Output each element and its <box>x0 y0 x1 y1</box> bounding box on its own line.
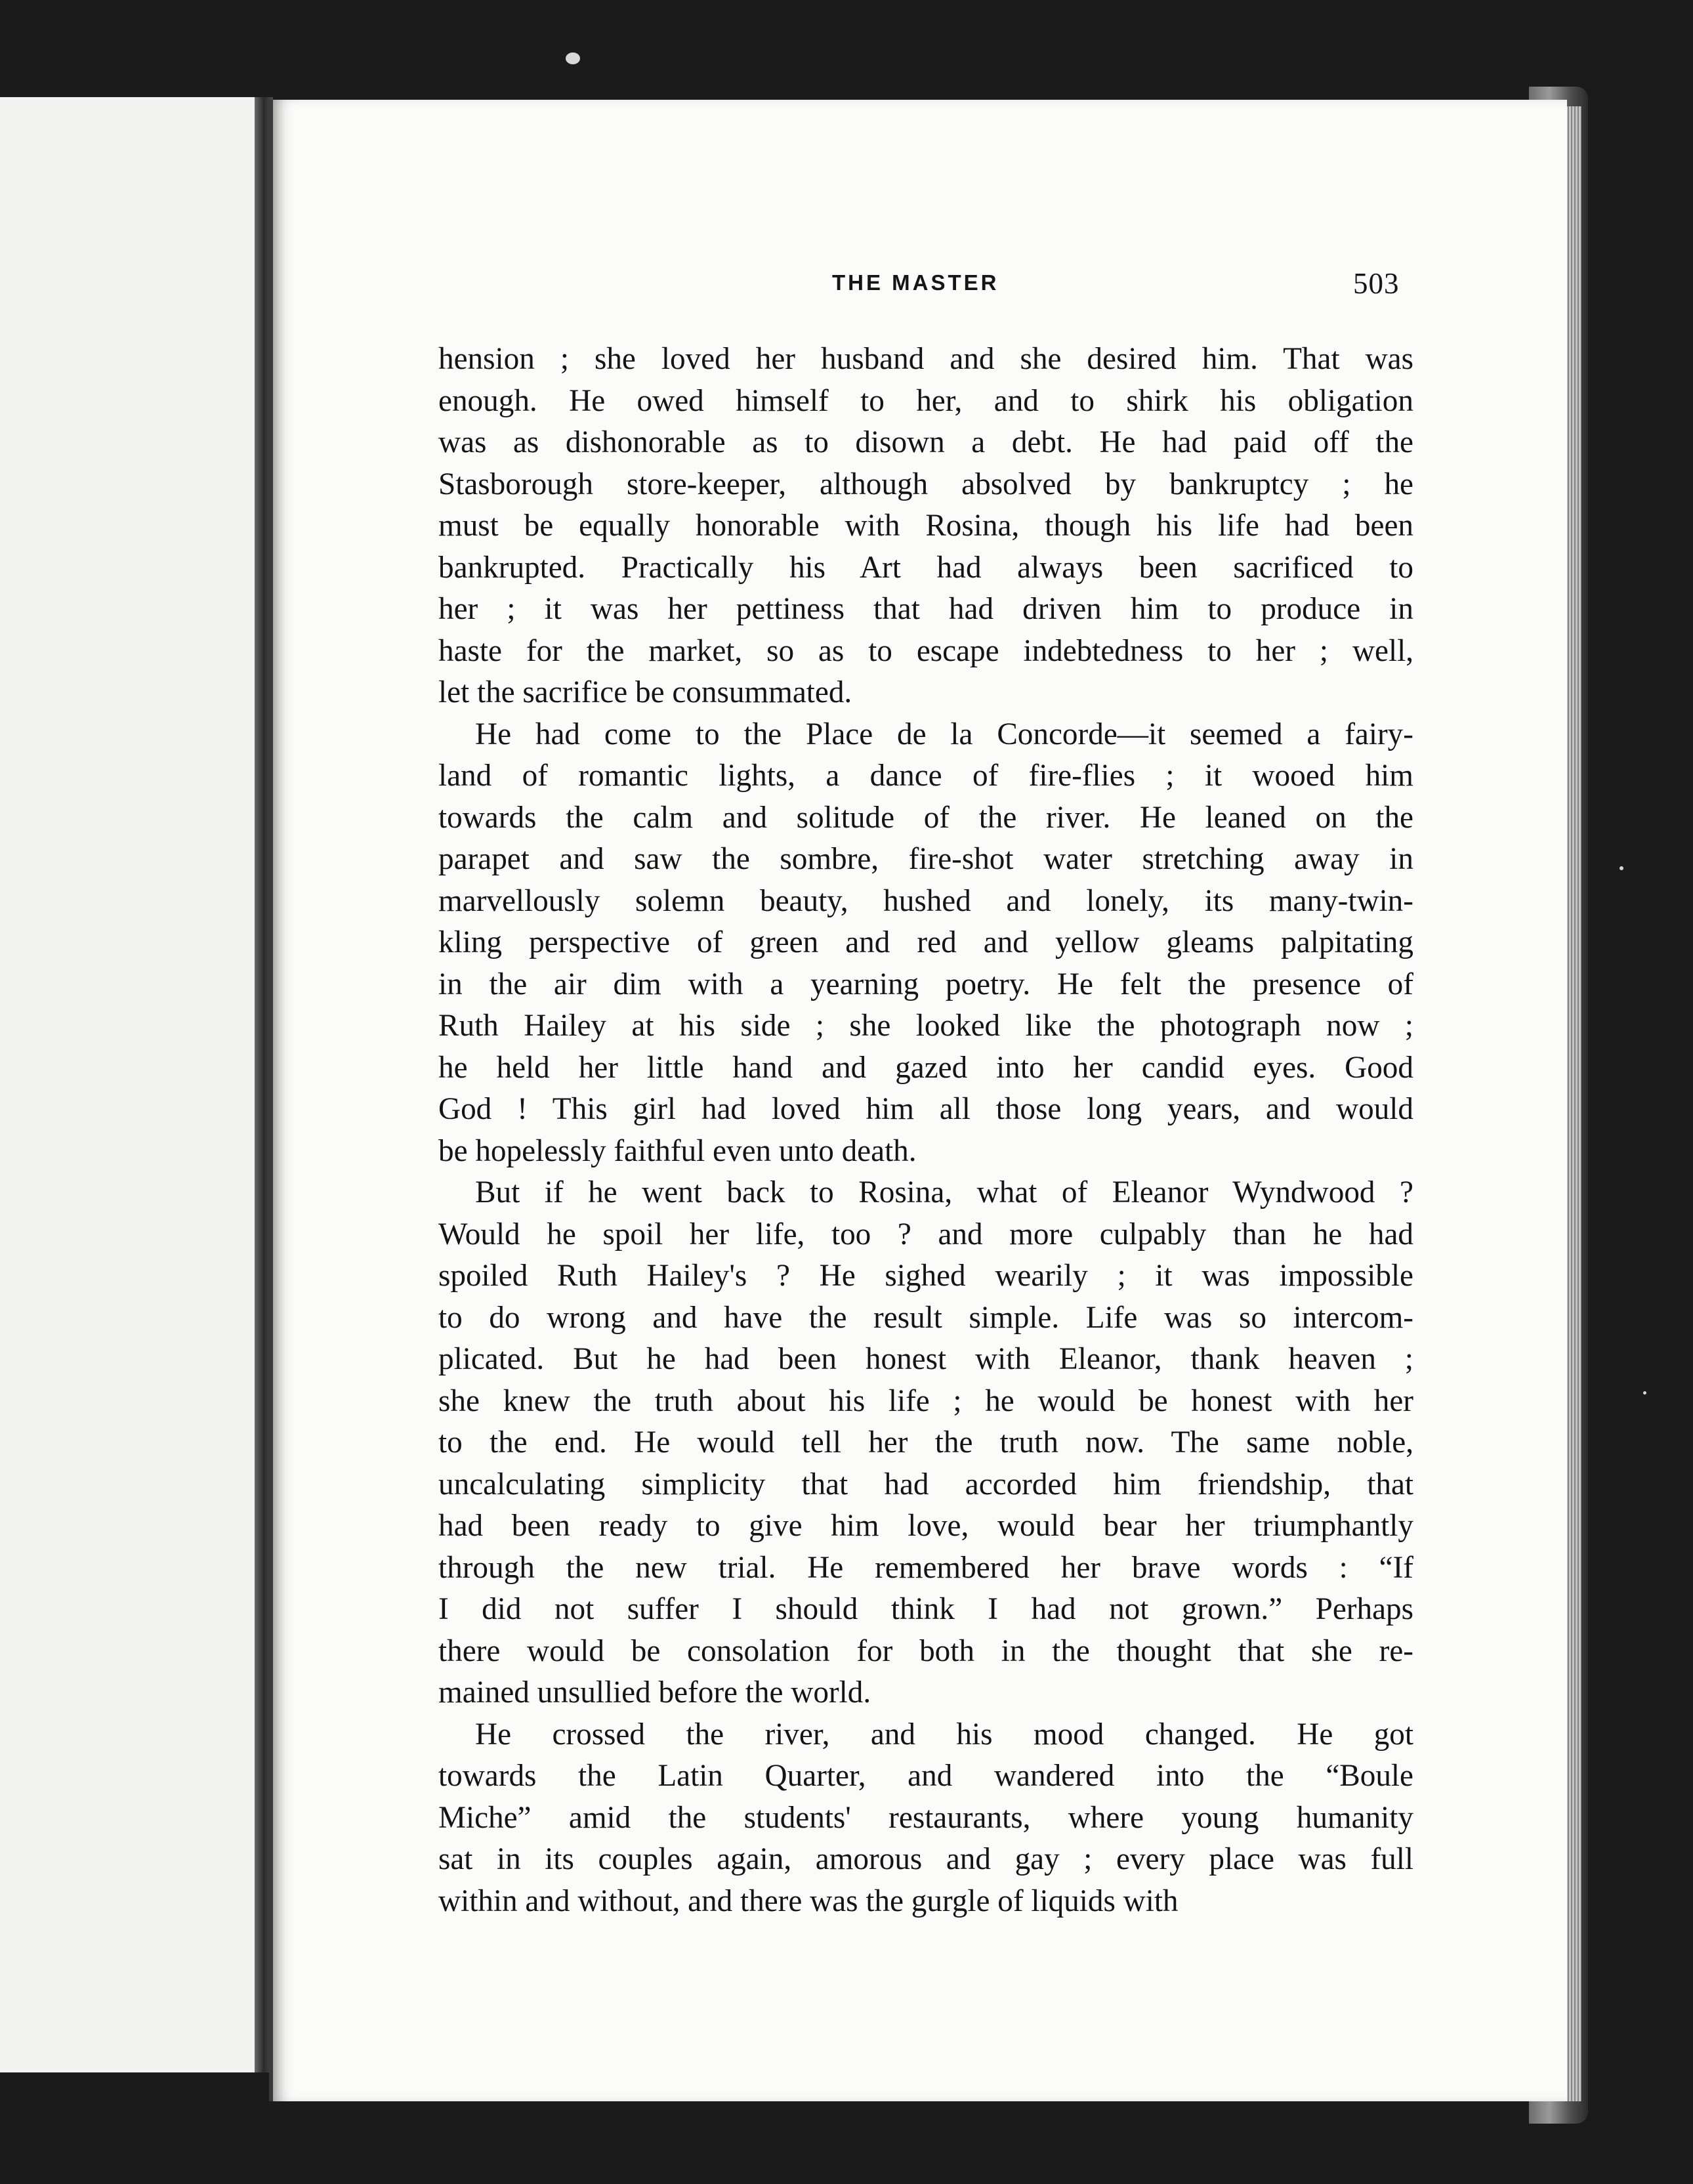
text-line: within and without, and there was the gurgle of liquids with <box>438 1883 1179 1918</box>
dust-speck <box>1620 866 1623 870</box>
text-line: must be equally honorable with Rosina, though his life had been <box>438 509 1413 543</box>
text-line: But if he went back to Rosina, what of Eleanor Wyndwood ? <box>475 1175 1413 1209</box>
text-line: Ruth Hailey at his side ; she looked like the photograph now ; <box>438 1009 1413 1043</box>
page-number: 503 <box>1353 267 1400 300</box>
text-line: parapet and saw the sombre, fire-shot water stretching away in <box>438 842 1413 876</box>
text-line: hension ; she loved her husband and she desired him. That was <box>438 342 1413 376</box>
text-line: kling perspective of green and red and yellow gleams palpitating <box>438 925 1413 959</box>
text-line: plicated. But he had been honest with Eleanor, thank heaven ; <box>438 1342 1413 1376</box>
text-line: he held her little hand and gazed into her candid eyes. Good <box>438 1050 1413 1085</box>
text-line: be hopelessly faithful even unto death. <box>438 1133 917 1168</box>
text-line: mained unsullied before the world. <box>438 1675 871 1710</box>
paragraph <box>438 1172 1413 1714</box>
text-line: bankrupted. Practically his Art had always been sacrificed to <box>438 550 1413 585</box>
text-line: her ; it was her pettiness that had driven him to produce in <box>438 592 1413 626</box>
text-line: sat in its couples again, amorous and gay ; every place was full <box>438 1842 1413 1876</box>
text-line: Stasborough store-keeper, although absolved by bankruptcy ; he <box>438 467 1413 501</box>
text-line: she knew the truth about his life ; he would be honest with her <box>438 1383 1413 1418</box>
running-title: THE MASTER <box>832 270 999 295</box>
text-line: haste for the market, so as to escape indebtedness to her ; well, <box>438 633 1413 668</box>
text-line: to the end. He would tell her the truth now. The same noble, <box>438 1425 1413 1460</box>
text-line: God ! This girl had loved him all those long years, and would <box>438 1092 1413 1126</box>
text-line: in the air dim with a yearning poetry. He felt the presence of <box>438 967 1413 1001</box>
paragraph <box>438 1714 1413 1923</box>
text-line: let the sacrifice be consummated. <box>438 675 852 709</box>
text-line: He crossed the river, and his mood changed. He got <box>475 1717 1413 1752</box>
text-line: towards the calm and solitude of the river. He leaned on the <box>438 800 1413 835</box>
text-line: Would he spoil her life, too ? and more culpably than he had <box>438 1217 1413 1251</box>
text-line: spoiled Ruth Hailey's ? He sighed wearily ; it was impossible <box>438 1259 1413 1293</box>
text-line: there would be consolation for both in the thought that she re- <box>438 1633 1413 1668</box>
text-line: land of romantic lights, a dance of fire-flies ; it wooed him <box>438 759 1413 793</box>
paragraph <box>438 714 1413 1173</box>
text-line: uncalculating simplicity that had accorded him friendship, that <box>438 1467 1413 1502</box>
dust-speck <box>1643 1391 1646 1395</box>
text-line: was as dishonorable as to disown a debt. He had paid off the <box>438 425 1413 459</box>
paragraph <box>438 339 1413 714</box>
text-line: to do wrong and have the result simple. Life was so intercom- <box>438 1300 1413 1335</box>
text-line: I did not suffer I should think I had not grown.” Perhaps <box>438 1592 1413 1626</box>
text-line: Miche” amid the students' restaurants, where young humanity <box>438 1800 1413 1835</box>
body-text <box>438 339 1413 1922</box>
text-line: enough. He owed himself to her, and to shirk his obligation <box>438 383 1413 418</box>
text-line: marvellously solemn beauty, hushed and lonely, its many-twin- <box>438 883 1413 918</box>
dust-speck <box>566 52 580 64</box>
left-facing-page <box>0 97 262 2072</box>
text-line: through the new trial. He remembered her brave words : “If <box>438 1550 1413 1585</box>
text-line: towards the Latin Quarter, and wandered into the “Boule <box>438 1759 1413 1793</box>
text-line: had been ready to give him love, would bear her triumphantly <box>438 1509 1413 1543</box>
text-line: He had come to the Place de la Concorde—it seemed a fairy- <box>475 717 1413 751</box>
